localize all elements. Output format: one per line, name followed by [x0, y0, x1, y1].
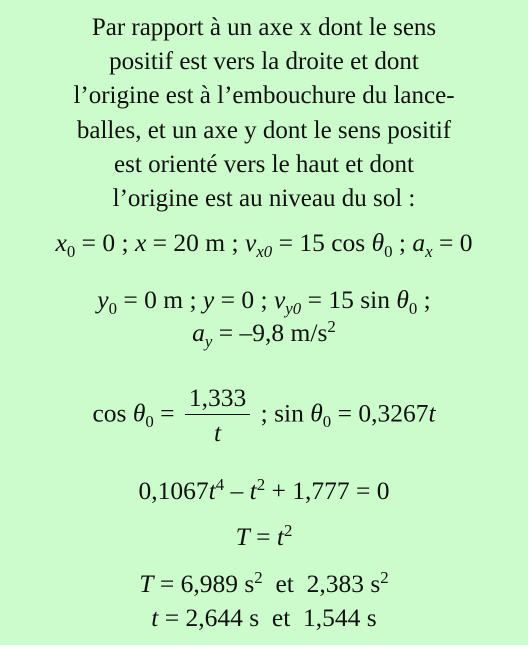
text: ; sin: [254, 398, 311, 428]
intro-line: est orienté vers le haut et dont: [114, 150, 414, 178]
text: 0,1067: [138, 476, 209, 505]
text: = –9,8 m/s: [212, 318, 328, 347]
var-t: t: [249, 476, 257, 505]
var-T: T: [139, 569, 154, 598]
text: = 0 ;: [75, 228, 135, 257]
text: =: [249, 522, 277, 551]
var-ax: a: [412, 228, 426, 257]
intro-line: Par rapport à un axe x dont le sens: [91, 14, 437, 41]
intro-line: balles, et un axe y dont le sens positif: [76, 116, 452, 144]
var-theta: θ: [132, 398, 146, 428]
equation-t-solutions: [0, 603, 528, 633]
text: = 0 m ;: [116, 285, 203, 314]
var-theta: θ: [310, 398, 323, 428]
sub-0: 0: [384, 241, 393, 261]
intro-line: l’origine est au niveau du sol :: [112, 185, 416, 213]
intro-line: l’origine est à l’embouchure du lance-: [73, 82, 455, 110]
fraction: [185, 384, 250, 447]
sup-2: 2: [254, 567, 263, 587]
text: ;: [392, 228, 413, 257]
fraction-numerator: 1,333: [185, 384, 250, 415]
var-x0: x: [55, 228, 67, 257]
var-y0: y: [97, 285, 109, 314]
equation-initial-x-conditions: [0, 228, 528, 261]
sub-0: 0: [145, 412, 154, 432]
sub-0: 0: [108, 298, 117, 318]
var-ay: a: [192, 318, 205, 347]
equation-substitution: [0, 522, 528, 552]
equation-initial-y-conditions: [0, 285, 528, 318]
var-t: t: [428, 398, 436, 428]
var-t: t: [151, 603, 159, 632]
text: = 0,3267: [331, 398, 429, 428]
var-T: T: [235, 522, 250, 551]
sub-0: 0: [66, 241, 76, 261]
equation-T-solutions: [0, 569, 528, 599]
sup-2: 2: [256, 474, 266, 494]
sub-y0: y0: [285, 298, 302, 318]
equation-acceleration-y: [0, 316, 528, 351]
sup-2: 2: [327, 316, 336, 336]
text: = 15 sin: [301, 285, 397, 314]
var-t: t: [276, 522, 284, 551]
sub-x0: x0: [256, 241, 273, 261]
sub-0: 0: [408, 298, 418, 318]
text: + 1,777 = 0: [265, 476, 390, 505]
sup-2: 2: [380, 567, 389, 587]
text: = 20 m ;: [146, 228, 245, 257]
var-vx0: v: [244, 228, 257, 257]
text: –: [224, 476, 250, 505]
equation-quartic: [0, 476, 528, 506]
sub-y: y: [204, 331, 213, 351]
text: = 6,989 s: [153, 569, 255, 598]
text: et 2,383 s: [262, 569, 381, 598]
text: = 15 cos: [272, 228, 372, 257]
intro-line: positif est vers la droite et dont: [109, 48, 419, 76]
sup-2: 2: [284, 520, 293, 540]
var-theta: θ: [371, 228, 385, 257]
text: ;: [417, 285, 431, 314]
var-x: x: [134, 228, 147, 257]
var-t: t: [208, 476, 216, 505]
equation-cos-sin-theta: [0, 384, 528, 447]
sub-0: 0: [322, 412, 332, 432]
sub-x: x: [425, 241, 433, 261]
var-y: y: [202, 285, 215, 314]
intro-paragraph: [0, 11, 528, 216]
var-theta: θ: [396, 285, 409, 314]
text: = 2,644 s et 1,544 s: [158, 603, 377, 632]
sup-4: 4: [215, 474, 225, 494]
text: cos: [92, 398, 133, 428]
fraction-denominator: t: [214, 418, 222, 447]
text: =: [153, 398, 181, 428]
var-vy0: v: [273, 285, 286, 314]
text: = 0: [432, 228, 473, 257]
text: = 0 ;: [214, 285, 274, 314]
